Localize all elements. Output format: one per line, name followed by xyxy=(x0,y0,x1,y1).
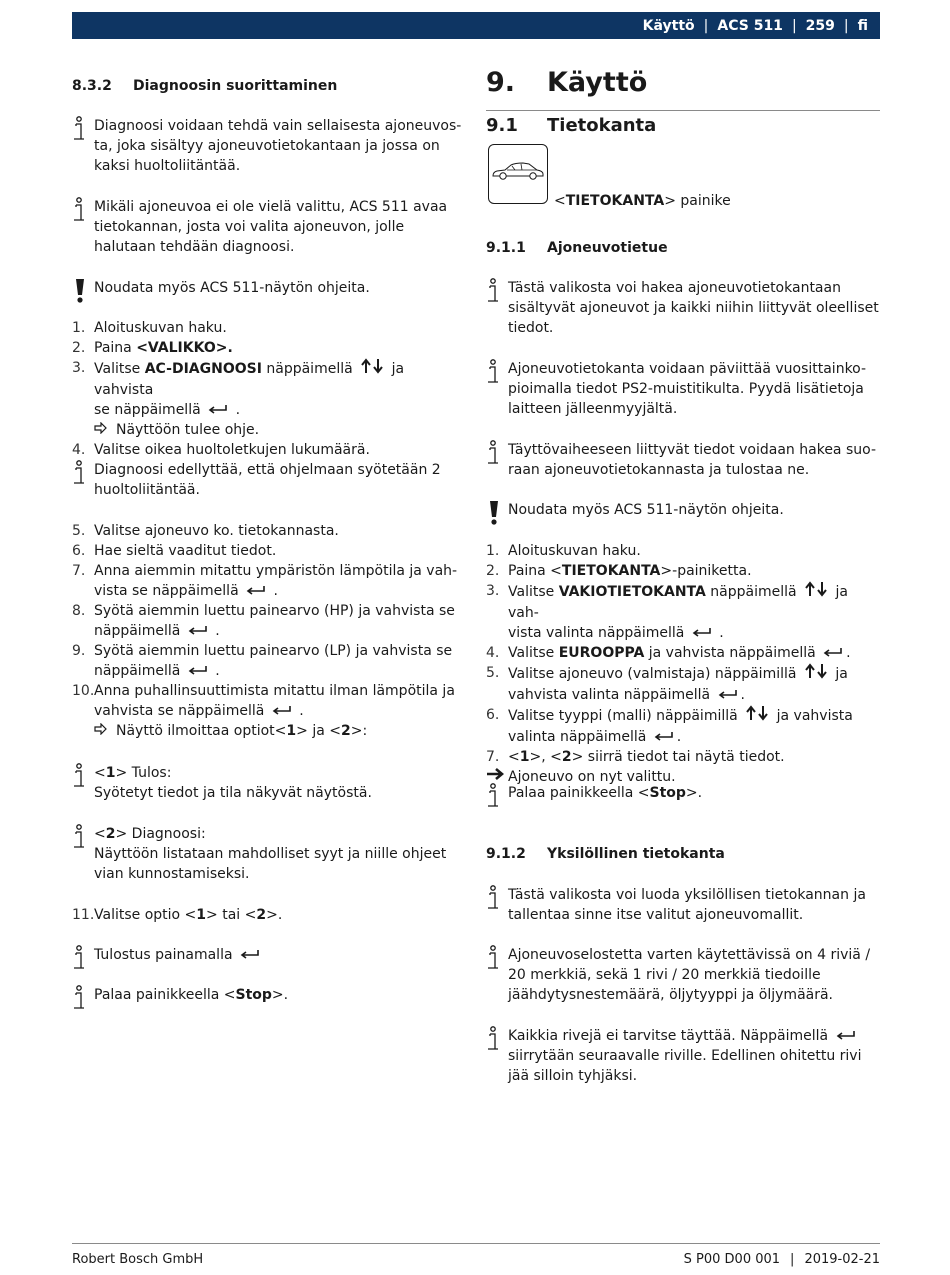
note-text: Tästä valikosta voi hakea ajoneuvotietokantaan sisältyvät ajoneuvot ja kaikki niihin liittyvät oleelliset tiedot. xyxy=(508,280,879,336)
section-number: 9.1.1 xyxy=(486,240,526,256)
up-down-arrow-icon xyxy=(360,358,384,380)
enter-key-icon xyxy=(718,685,738,705)
list-item xyxy=(72,440,467,460)
info-note xyxy=(486,359,881,419)
header-section: Käyttö xyxy=(642,17,695,34)
step-number: 11. xyxy=(72,907,95,923)
footer-divider xyxy=(72,1243,880,1244)
section-title: Ajoneuvotietue xyxy=(547,240,668,256)
info-icon xyxy=(486,945,508,1005)
step-list xyxy=(486,541,881,787)
enter-key-icon xyxy=(823,643,843,663)
enter-key-icon xyxy=(836,1026,856,1046)
info-note xyxy=(72,460,467,500)
up-down-arrow-icon xyxy=(745,705,769,727)
section-heading-9-1-1 xyxy=(486,238,668,258)
note-text: Ajoneuvotietokanta voidaan päviittää vuosittainko-pioimalla tiedot PS2-muistitikulta. Pyydä lisätietoja laitteen jälleenmyyjältä. xyxy=(508,361,867,417)
enter-key-icon xyxy=(240,945,260,965)
footer-document-info xyxy=(684,1250,880,1270)
step-number: 7. xyxy=(72,563,86,579)
info-note xyxy=(486,1026,881,1086)
section-number: 8.3.2 xyxy=(72,78,112,94)
up-down-arrow-icon xyxy=(804,581,828,603)
info-note xyxy=(486,885,881,925)
info-note xyxy=(72,197,467,257)
page-header xyxy=(72,12,880,39)
warning-note xyxy=(72,278,467,304)
info-icon xyxy=(486,440,508,480)
warning-note xyxy=(486,500,881,526)
note-text: <1> Tulos: Syötetyt tiedot ja tila näkyvät näytöstä. xyxy=(94,765,372,801)
info-note xyxy=(72,116,467,176)
info-note xyxy=(486,945,881,1005)
info-icon xyxy=(72,116,94,176)
step-text: Valitse EUROOPPA ja vahvista näppäimellä . xyxy=(508,645,851,661)
step-number: 8. xyxy=(72,603,86,619)
enter-key-icon xyxy=(272,701,292,721)
car-icon xyxy=(491,160,545,188)
header-separator: | xyxy=(791,17,797,34)
list-item xyxy=(72,641,467,681)
note-text: Täyttövaiheeseen liittyvät tiedot voidaan hakea suo-raan ajoneuvotietokannasta ja tulostaa ne. xyxy=(508,442,876,478)
info-icon xyxy=(72,197,94,257)
note-text: Kaikkia rivejä ei tarvitse täyttää. Näppäimellä siirrytään seuraavalle riville. Edellinen ohitettu rivi jää silloin tyhjäksi. xyxy=(508,1028,862,1084)
database-button-label: <TIETOKANTA> painike xyxy=(554,193,731,209)
enter-key-icon xyxy=(692,623,712,643)
info-note xyxy=(72,945,467,971)
footer-document-number: S P00 D00 001 xyxy=(683,1252,781,1267)
info-note xyxy=(72,824,467,884)
list-item xyxy=(486,643,881,663)
up-down-arrow-icon xyxy=(804,663,828,685)
step-list xyxy=(72,318,467,460)
database-button-image xyxy=(488,144,548,204)
result-item xyxy=(72,420,467,440)
step-number: 1. xyxy=(486,543,500,559)
step-number: 4. xyxy=(72,442,86,458)
result-text: Näyttöön tulee ohje. xyxy=(116,422,260,438)
info-icon xyxy=(486,783,508,809)
step-text: Anna puhallinsuuttimista mitattu ilman lämpötila ja vahvista se näppäimellä . xyxy=(94,683,455,719)
enter-key-icon xyxy=(188,621,208,641)
note-text: Palaa painikkeella <Stop>. xyxy=(94,987,289,1003)
enter-key-icon xyxy=(188,661,208,681)
footer-company: Robert Bosch GmbH xyxy=(72,1252,204,1267)
info-icon xyxy=(486,359,508,419)
enter-key-icon xyxy=(654,727,674,747)
step-number: 4. xyxy=(486,645,500,661)
step-text: <1>, <2> siirrä tiedot tai näytä tiedot. xyxy=(508,749,785,765)
note-text: Diagnoosi edellyttää, että ohjelmaan syötetään 2 huoltoliitäntää. xyxy=(94,462,441,498)
step-text: Valitse ajoneuvo (valmistaja) näppäimillä ja vahvista valinta näppäimellä . xyxy=(508,663,881,705)
note-text: Ajoneuvoselostetta varten käytettävissä on 4 riviä / 20 merkkiä, sekä 1 rivi / 20 merkkiä tiedoille jäähdytysnestemäärä, öljytyyppi ja öljymäärä. xyxy=(508,947,871,1003)
info-icon xyxy=(486,1026,508,1086)
step-number: 3. xyxy=(486,583,500,599)
step-number: 6. xyxy=(486,707,500,723)
result-text: Näyttö ilmoittaa optiot<1> ja <2>: xyxy=(116,723,368,739)
list-item xyxy=(72,358,467,420)
list-item xyxy=(72,338,467,358)
step-list xyxy=(72,521,467,741)
step-text: Hae sieltä vaaditut tiedot. xyxy=(94,543,277,559)
header-separator: | xyxy=(843,17,849,34)
note-text: Tästä valikosta voi luoda yksilöllisen tietokannan ja tallentaa sinne itse valitut ajoneuvomallit. xyxy=(508,887,866,923)
step-number: 9. xyxy=(72,643,86,659)
step-number: 2. xyxy=(72,340,86,356)
header-separator: | xyxy=(703,17,709,34)
step-text: Aloituskuvan haku. xyxy=(508,543,641,559)
heading-divider xyxy=(486,110,880,111)
section-heading-8-3-2 xyxy=(72,76,337,96)
step-number: 3. xyxy=(72,360,86,376)
list-item xyxy=(486,561,881,581)
step-text: Valitse ajoneuvo ko. tietokannasta. xyxy=(94,523,339,539)
header-language: fi xyxy=(857,17,868,34)
section-heading-9-1-2 xyxy=(486,844,725,864)
info-note xyxy=(486,440,881,480)
section-number: 9.1 xyxy=(486,115,518,136)
list-item xyxy=(72,905,467,925)
note-text: Diagnoosi voidaan tehdä vain sellaisesta ajoneuvos-ta, joka sisältyy ajoneuvotietokantaan ja jossa on kaksi huoltoliitäntää. xyxy=(94,118,462,174)
step-text: Valitse oikea huoltoletkujen lukumäärä. xyxy=(94,442,370,458)
info-icon xyxy=(486,278,508,338)
list-item xyxy=(486,541,881,561)
info-icon xyxy=(72,763,94,803)
hollow-arrow-icon xyxy=(94,420,116,440)
note-text: <2> Diagnoosi: Näyttöön listataan mahdolliset syyt ja niille ohjeet vian kunnostamiseksi. xyxy=(94,826,447,882)
spacer xyxy=(72,420,94,440)
info-icon xyxy=(486,885,508,925)
step-text: Aloituskuvan haku. xyxy=(94,320,227,336)
list-item xyxy=(72,318,467,338)
info-note xyxy=(486,278,881,338)
step-text: Paina <VALIKKO>. xyxy=(94,340,233,356)
step-number: 5. xyxy=(486,665,500,681)
list-item xyxy=(486,663,881,705)
step-text: Syötä aiemmin luettu painearvo (HP) ja vahvista se näppäimellä . xyxy=(94,603,455,639)
list-item xyxy=(72,561,467,601)
list-item xyxy=(486,581,881,643)
section-number: 9.1.2 xyxy=(486,846,526,862)
step-number: 6. xyxy=(72,543,86,559)
result-line xyxy=(94,420,467,440)
list-item xyxy=(72,541,467,561)
header-product: ACS 511 xyxy=(717,17,783,34)
step-number: 7. xyxy=(486,749,500,765)
header-page-number: 259 xyxy=(805,17,835,34)
step-text: Syötä aiemmin luettu painearvo (LP) ja vahvista se näppäimellä . xyxy=(94,643,453,679)
info-icon xyxy=(72,945,94,971)
step-number: 2. xyxy=(486,563,500,579)
section-heading-9-1 xyxy=(486,114,656,138)
info-note xyxy=(72,763,467,803)
note-text: Tulostus painamalla xyxy=(94,945,467,971)
result-line xyxy=(94,721,467,741)
chapter-number: 9. xyxy=(486,67,516,98)
list-item xyxy=(486,705,881,747)
chapter-heading xyxy=(486,67,647,99)
info-icon xyxy=(72,824,94,884)
database-button-row xyxy=(486,144,881,209)
step-text: Valitse VAKIOTIETOKANTA näppäimellä ja vah- vista valinta näppäimellä . xyxy=(508,581,881,643)
enter-key-icon xyxy=(246,581,266,601)
step-number: 10. xyxy=(72,683,95,699)
info-icon xyxy=(72,985,94,1011)
spacer xyxy=(72,721,94,741)
chapter-title: Käyttö xyxy=(547,67,648,98)
exclamation-icon xyxy=(486,500,508,526)
step-text: Valitse tyyppi (malli) näppäimillä ja vahvista valinta näppäimellä . xyxy=(508,705,881,747)
result-text: Ajoneuvo on nyt valittu. xyxy=(508,769,676,785)
footer-date: 2019-02-21 xyxy=(804,1252,880,1267)
step-text: Valitse AC-DIAGNOOSI näppäimellä ja vahvista se näppäimellä . xyxy=(94,358,467,420)
list-item xyxy=(72,601,467,641)
list-item xyxy=(72,681,467,721)
list-item xyxy=(486,747,881,767)
section-title: Yksilöllinen tietokanta xyxy=(547,846,725,862)
enter-key-icon xyxy=(208,400,228,420)
info-note xyxy=(72,985,467,1011)
exclamation-icon xyxy=(72,278,94,304)
note-text: Palaa painikkeella <Stop>. xyxy=(508,785,703,801)
section-title: Tietokanta xyxy=(547,115,657,136)
info-icon xyxy=(72,460,94,500)
footer-separator: | xyxy=(790,1252,795,1267)
hollow-arrow-icon xyxy=(94,721,116,741)
step-number: 5. xyxy=(72,523,86,539)
step-text: Valitse optio <1> tai <2>. xyxy=(94,907,283,923)
note-text: Noudata myös ACS 511-näytön ohjeita. xyxy=(508,502,784,518)
list-item xyxy=(72,521,467,541)
info-note xyxy=(486,783,881,809)
step-text: Paina <TIETOKANTA>-painiketta. xyxy=(508,563,752,579)
step-text: Anna aiemmin mitattu ympäristön lämpötila ja vah- vista se näppäimellä . xyxy=(94,563,458,599)
section-title: Diagnoosin suorittaminen xyxy=(133,78,338,94)
note-text: Mikäli ajoneuvoa ei ole vielä valittu, ACS 511 avaa tietokannan, josta voi valita ajoneuvon, jolle halutaan tehdään diagnoosi. xyxy=(94,199,448,255)
step-number: 1. xyxy=(72,320,86,336)
result-item xyxy=(72,721,467,741)
note-text: Noudata myös ACS 511-näytön ohjeita. xyxy=(94,280,370,296)
